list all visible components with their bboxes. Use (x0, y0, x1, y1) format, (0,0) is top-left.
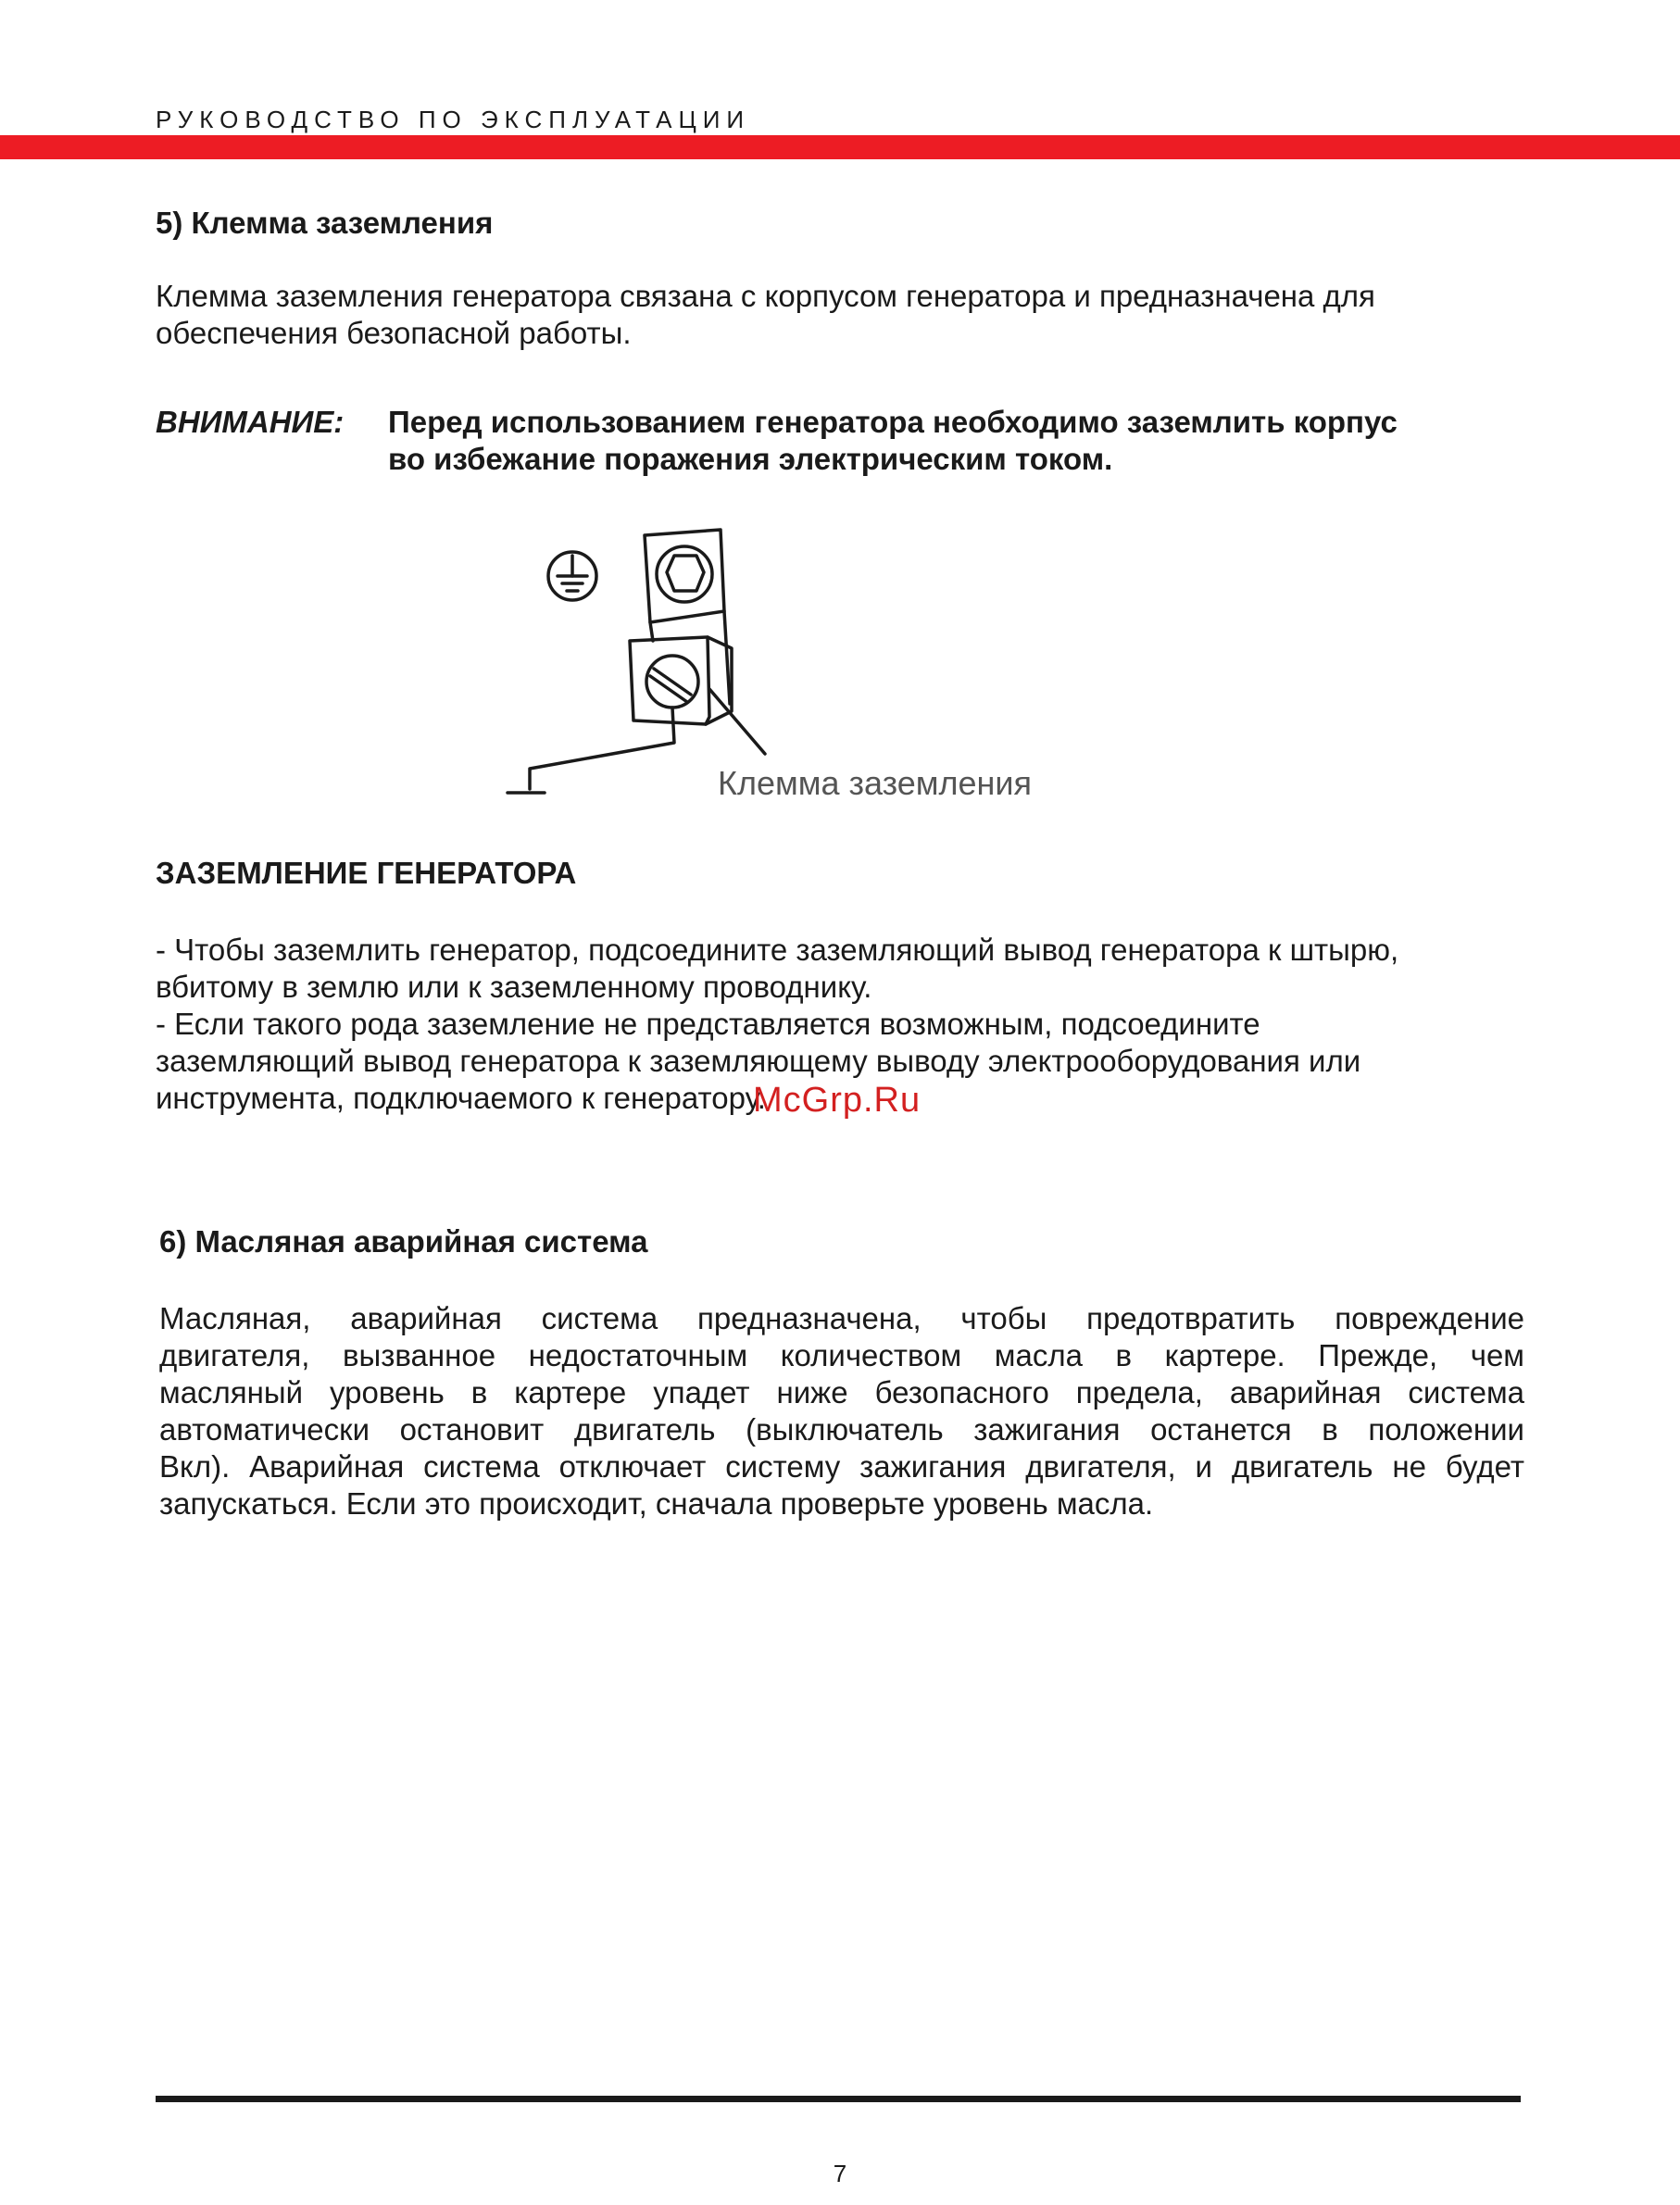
paragraph-line: Клемма заземления генератора связана с корпусом генератора и предназначена для (156, 279, 1375, 313)
section-6-paragraph (159, 1300, 1524, 1522)
paragraph-line: двигателя, вызванное недостаточным количеством масла в картере. Прежде, чем (159, 1338, 1524, 1372)
paragraph-line: Масляная, аварийная система предназначена, чтобы предотвратить повреждение (159, 1301, 1524, 1335)
header-accent-bar (0, 135, 1680, 159)
paragraph-line: - Чтобы заземлить генератор, подсоедините заземляющий вывод генератора к штырю, (156, 933, 1399, 967)
page-number: 7 (833, 2160, 847, 2187)
section-6-heading: 6) Масляная аварийная система (159, 1224, 648, 1259)
ground-symbol-icon (548, 552, 596, 600)
ground-wire (530, 708, 674, 789)
paragraph-line: запускаться. Если это происходит, сначала проверьте уровень масла. (159, 1486, 1154, 1521)
watermark: McGrp.Ru (753, 1081, 921, 1120)
section-5-heading: 5) Клемма заземления (156, 206, 494, 240)
ground-terminal-figure (491, 519, 1102, 833)
warning-line: Перед использованием генератора необходимо заземлить корпус (388, 405, 1398, 439)
paragraph-line: обеспечения безопасной работы. (156, 316, 632, 350)
grounding-heading: ЗАЗЕМЛЕНИЕ ГЕНЕРАТОРА (156, 856, 577, 890)
paragraph-line: масляный уровень в картере упадет ниже безопасного предела, аварийная система (159, 1375, 1524, 1409)
footer-rule (156, 2096, 1521, 2102)
running-header: РУКОВОДСТВО ПО ЭКСПЛУАТАЦИИ (156, 106, 751, 133)
paragraph-line: заземляющий вывод генератора к заземляющему выводу электрооборудования или (156, 1044, 1361, 1078)
paragraph-line: вбитому в землю или к заземленному проводнику. (156, 970, 872, 1004)
warning-line: во избежание поражения электрическим током. (388, 442, 1113, 476)
warning-label: ВНИМАНИЕ: (156, 405, 345, 439)
section-5-paragraph (156, 278, 1526, 352)
paragraph-line: автоматически остановит двигатель (выключатель зажигания останется в положении (159, 1412, 1524, 1447)
caption-leader-line (709, 689, 765, 754)
warning-text (388, 404, 1527, 478)
paragraph-line: инструмента, подключаемого к генератору. (156, 1081, 766, 1115)
figure-caption: Клемма заземления (718, 764, 1033, 802)
terminal-block-upper (645, 530, 730, 704)
terminal-block-lower (630, 637, 732, 724)
paragraph-line: - Если такого рода заземление не представляется возможным, подсоедините (156, 1007, 1260, 1041)
paragraph-line: Вкл). Аварийная система отключает систему зажигания двигателя, и двигатель не будет (159, 1449, 1524, 1484)
